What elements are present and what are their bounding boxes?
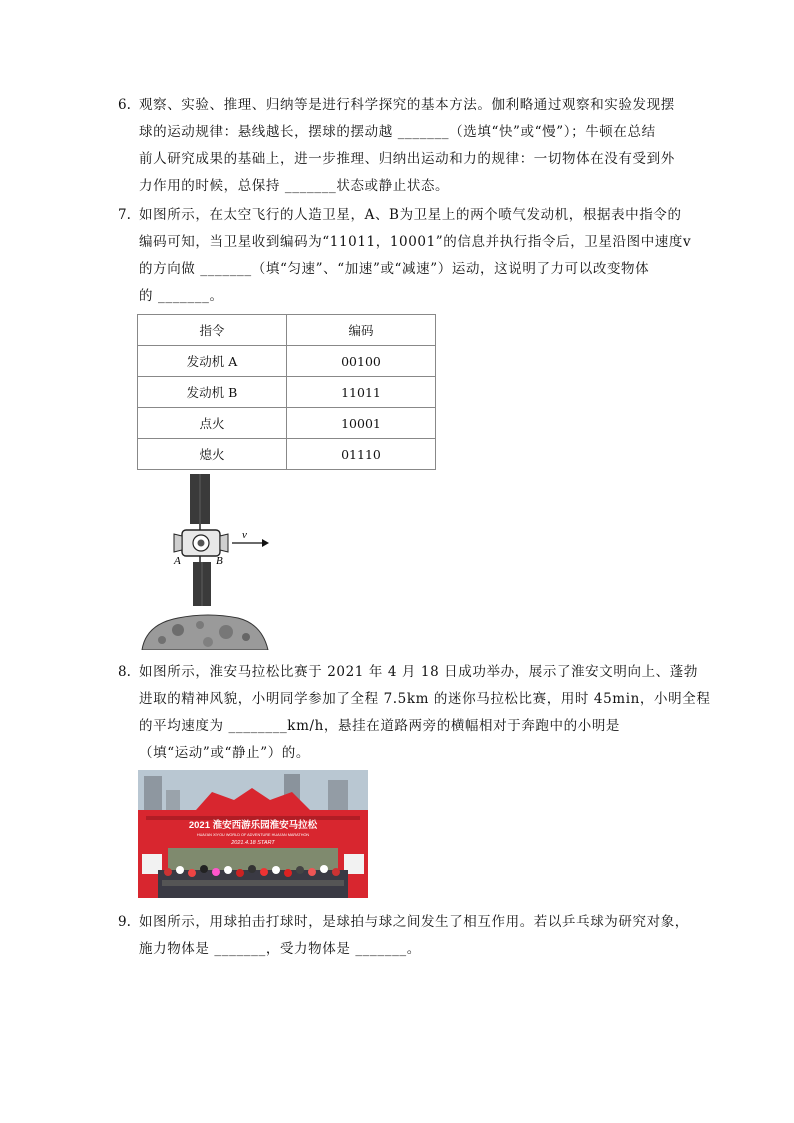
table-row [138, 408, 436, 439]
engine-b-label: B [216, 555, 223, 567]
table-cell: 11011 [287, 377, 436, 408]
question-text-line: （填“运动”或“静止”）的。 [139, 745, 311, 761]
arch-subtitle: HUAI'AN XIYOU WORLD OF ADVENTURE HUAI'AN MARATHON [196, 833, 310, 837]
table-cell: 01110 [287, 439, 436, 470]
question-text-line: 的平均速度为 ________km/h，悬挂在道路两旁的横幅相对于奔跑中的小明是 [139, 718, 621, 734]
arch-date: 2021.4.18 START [231, 840, 275, 846]
satellite-figure [138, 472, 298, 650]
marathon-photo [138, 770, 368, 898]
moon-surface [142, 615, 268, 650]
table-cell: 熄火 [138, 439, 287, 470]
question-text-line: 的方向做 _______（填“匀速”、“加速”或“减速”）运动，这说明了力可以改变物体 [139, 261, 650, 277]
table-cell: 00100 [287, 346, 436, 377]
table-header-row [138, 315, 436, 346]
table-header-cell: 指令 [138, 315, 287, 346]
arch-title: 2021 淮安西游乐园淮安马拉松 [188, 820, 318, 831]
question-text-line: 施力物体是 _______，受力物体是 _______。 [139, 941, 421, 957]
question-number: 7. [118, 207, 131, 223]
engine-a-label: A [174, 555, 181, 567]
question-text-line: 如图所示，淮安马拉松比赛于 2021 年 4 月 18 日成功举办，展示了淮安文明向上、蓬勃 [139, 664, 698, 680]
question-text-line: 球的运动规律：悬线越长，摆球的摆动越 _______（选填“快”或“慢”）；牛顿在总结 [139, 124, 656, 140]
satellite-body [174, 530, 228, 556]
question-number: 8. [118, 664, 131, 680]
question-text-line: 如图所示，用球拍击打球时，是球拍与球之间发生了相互作用。若以乒乓球为研究对象， [139, 914, 689, 930]
table-row [138, 439, 436, 470]
question-text-line: 如图所示，在太空飞行的人造卫星，A、B为卫星上的两个喷气发动机，根据表中指令的 [139, 207, 682, 223]
table-cell: 点火 [138, 408, 287, 439]
command-code-table [137, 314, 436, 470]
table-row [138, 346, 436, 377]
engine-a-nozzle [174, 534, 182, 552]
question-text-line: 的 _______。 [139, 288, 224, 304]
table-cell: 发动机 A [138, 346, 287, 377]
question-text-line: 前人研究成果的基础上，进一步推理、归纳出运动和力的规律：一切物体在没有受到外 [139, 151, 675, 167]
velocity-label: v [242, 529, 247, 541]
table-cell: 10001 [287, 408, 436, 439]
question-text-line: 进取的精神风貌，小明同学参加了全程 7.5km 的迷你马拉松比赛，用时 45min，小明全程 [139, 691, 711, 707]
engine-b-nozzle [220, 534, 228, 552]
question-number: 9. [118, 914, 131, 930]
table-header-cell: 编码 [287, 315, 436, 346]
table-cell: 发动机 B [138, 377, 287, 408]
question-text-line: 编码可知，当卫星收到编码为“11011，10001”的信息并执行指令后，卫星沿图中速度v [139, 234, 692, 250]
question-number: 6. [118, 97, 131, 113]
question-text-line: 观察、实验、推理、归纳等是进行科学探究的基本方法。伽利略通过观察和实验发现摆 [139, 97, 675, 113]
table-row [138, 377, 436, 408]
question-text-line: 力作用的时候，总保持 _______状态或静止状态。 [139, 178, 450, 194]
